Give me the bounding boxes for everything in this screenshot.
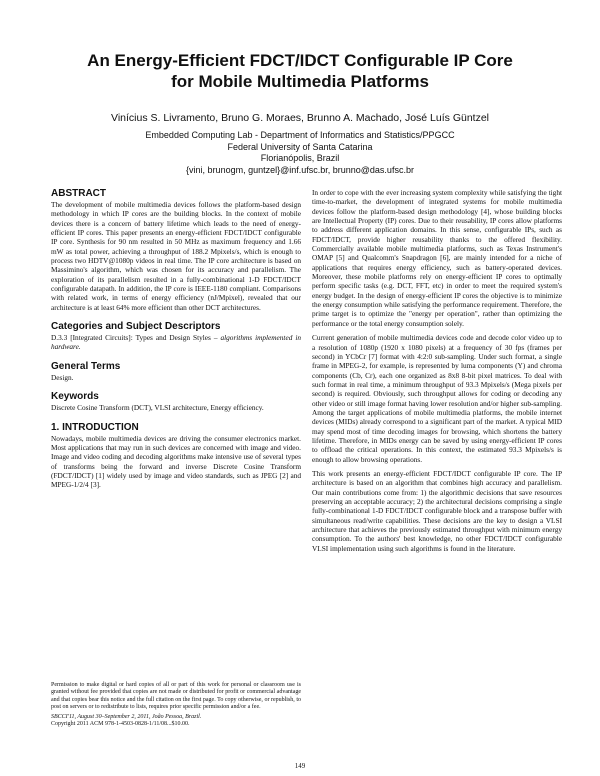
introduction-paragraph: Nowadays, mobile multimedia devices are driving the consumer electronics market. Most applications that may run in such devices are concerned with image and video. Image and video coding and decoding algorithms make intensive use of several types of transforms being the forward and inverse Discrete Cosine Transform (FDCT/IDCT) [1] widely used by image and video standards, such as JPEG [2] and MPEG-1/2/4 [3]. [51, 433, 301, 490]
paper-title [30, 50, 570, 92]
title-line-2: for Mobile Multimedia Platforms [171, 72, 429, 91]
categories-descriptor: D.3.3 [Integrated Circuits]: Types and Design Styles – [51, 333, 218, 343]
right-column [312, 188, 562, 553]
author-emails: {vini, brunogm, guntzel}@inf.ufsc.br, brunno@das.ufsc.br [186, 164, 414, 175]
permission-notice: Permission to make digital or hard copies of all or part of this work for personal or classroom use is granted without fee provided that copies are not made or distributed for profit or commercial advantage and that copies bear this notice and the full citation on the first page. To copy otherwise, or republish, to post on servers or to redistribute to lists, requires prior specific permission and/or a fee. [51, 682, 301, 711]
general-terms-text: Design. [51, 372, 74, 382]
abstract-text: The development of mobile multimedia devices follows the platform-based design methodology in which IP cores are the building blocks. In the context of mobile devices there is a concern of battery lifetime which leads to the need of energy-efficient IP cores. This paper presents an energy-efficient FDCT/IDCT configurable IP core. Synthesis for 90 nm resulted in 50 MHz as maximum frequency and 1.66 mW as total power, achieving a throughput of 188.2 Mpixels/s, which is enough to process two HDTV@1080p videos in real time. The IP core architecture is based on Massimino's algorithm, which was chosen for its accuracy and parallelism. The exploration of its parallelism resulted in a fully-combinational 1-D FDCT/IDCT configurable datapath. In addition, the IP core is IEEE-1180 compliant. Comparisons with related work, in terms of energy efficiency (nJ/Mpixel), revealed that our architecture is at least 64% more efficient than other DCT architectures. [51, 200, 301, 312]
intro-paragraph-4: This work presents an energy-efficient FDCT/IDCT configurable IP core. The IP architecture is based on an algorithm that combines high accuracy and parallelism. Our main contributions come from: 1) the algorithmic decisions that save resources preserving an acceptable accuracy; 2) the architectural decisions comprising a single fully-combinational 1-D FDCT/IDCT configurable block and a transpose buffer with simultaneous read/write capabilities. These decisions are the key to design a VLSI architecture that achieves the previously estimated throughput with minimum energy consumption. To the authors' best knowledge, no other FDCT/IDCT configurable VLSI implementation using such algorithms is found in the literature. [312, 468, 562, 553]
keywords-heading: Keywords [51, 391, 99, 403]
general-terms-heading: General Terms [51, 360, 121, 372]
keywords-text: Discrete Cosine Transform (DCT), VLSI architecture, Energy efficiency. [51, 403, 264, 413]
categories-heading: Categories and Subject Descriptors [51, 321, 221, 333]
intro-paragraph-3: Current generation of mobile multimedia devices code and decode color video up to a resolution of 1080p (1920 x 1080 pixels) at a frequency of 30 fps (frames per second) in YCbCr [7] format with 4:2:0 sub-sampling. Under such format, a single frame in MPEG-2, for example, is represented by luma components (Y) and chroma components (Cb, Cr), each one organized as 8x8 8-bit pixel matrices. To deal with such format in real time, a minimum throughput of 93.3 Mpixels/s (Mega pixels per second) is required. Obviously, such throughput allows for coding or decoding any other video or still image format having lower resolution and/or higher sub-sampling. Among the target applications of mobile multimedia platforms, the mobile internet devices (MIDs) already correspond to a significant part of the market. A typical MID may spend most of time decoding images for browsing, which shortens the battery lifetime. Therefore, in MIDs energy can be saved by using energy-efficient IP cores to offload the critical operations. In this context, the estimated 93.3 Mpixels/s is enough to allow browsing operations. [312, 333, 562, 464]
conference-text: SBCCI'11, August 30–September 2, 2011, João Pessoa, Brazil. [51, 713, 202, 720]
copyright-footnote [51, 682, 301, 728]
affiliation-city: Florianópolis, Brazil [260, 153, 340, 164]
categories-text [51, 333, 301, 352]
left-column [51, 188, 301, 490]
affiliation-lab: Embedded Computing Lab - Department of Informatics and Statistics/PPGCC [145, 130, 455, 140]
page-number: 149 [294, 762, 306, 770]
abstract-heading: ABSTRACT [51, 188, 106, 199]
intro-paragraph-2: In order to cope with the ever increasing system complexity while satisfying the tight time-to-market, the development of integrated systems for mobile multimedia devices follow the platform-based design methodology [4], whose building blocks are Intellectual Property (IP) cores. Due to their reusability, IP cores allow platforms to address different application domains. In this sense, configurable IPs, such as FDCT/IDCT, provide higher reusability thanks to the offered flexibility. Commercially available mobile multimedia platforms, such as Texas Instrument's OMAP [5] and Qualcomm's Snapdragon [6], are mainly intended for a niche of applications that requires energy efficiency, such as battery-operated devices. Moreover, these mobile platforms rely on energy-efficient IP cores to optimally perform specific tasks (e.g. DCT, FFT, etc) in order to meet the required system's energy budget. In the design of energy-efficient IP cores the objective is to minimize the energy consumption while satisfying the performance requirement. Therefore, the prime target is to optimize the "energy per operation", rather than optimizing the performance or the total energy consumption solely. [312, 188, 562, 328]
categories-italic: algorithms implemented in hardware. [51, 333, 301, 352]
introduction-heading: 1. INTRODUCTION [51, 421, 139, 433]
author-list: Vinícius S. Livramento, Bruno G. Moraes, Brunno A. Machado, José Luís Güntzel [111, 112, 489, 124]
conference-line [51, 714, 301, 721]
title-line-1: An Energy-Efficient FDCT/IDCT Configurable IP Core [87, 51, 513, 70]
affiliation-university: Federal University of Santa Catarina [227, 141, 373, 152]
copyright-line: Copyright 2011 ACM 978-1-4503-0828-1/11/08...$10.00. [51, 721, 190, 728]
affiliation-block [30, 130, 570, 176]
